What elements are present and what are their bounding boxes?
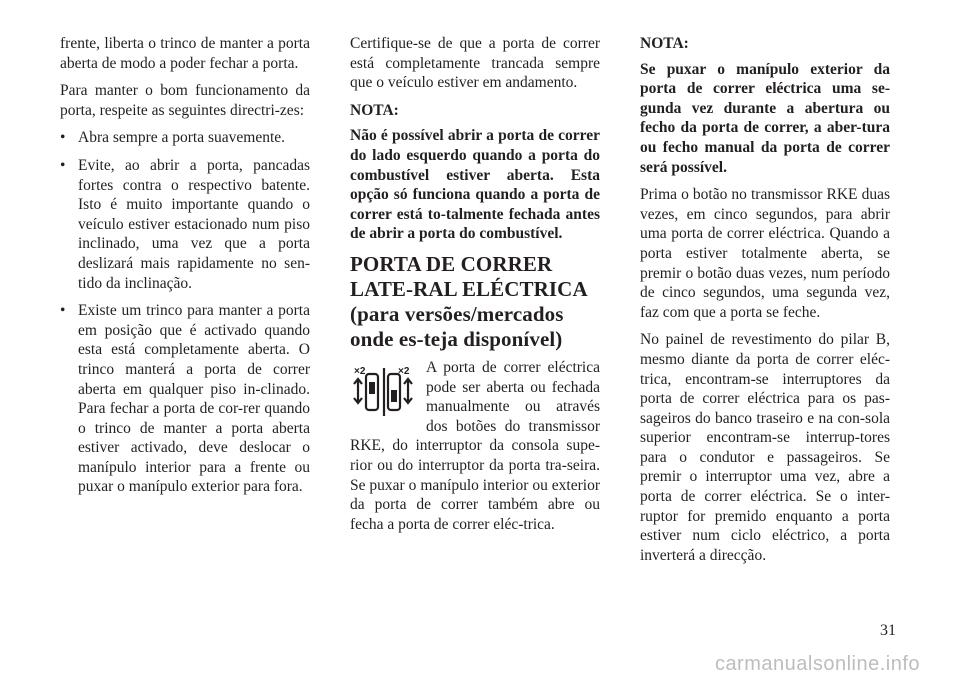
note-label: NOTA: — [640, 35, 689, 52]
list-item: • Evite, ao abrir a porta, pancadas fortes contra o respectivo batente. Isto é muito importante quando o veículo estiver estacionado num piso inclinado, uma vez que a porta deslizará mais rapidamente no sen-tido da inclinação. — [60, 156, 310, 293]
list-item: • Abra sempre a porta suavemente. — [60, 128, 310, 148]
paragraph: frente, liberta o trinco de manter a porta aberta de modo a poder fechar a porta. — [60, 35, 310, 72]
paragraph: A porta de correr eléctrica pode ser aberta ou fechada manualmente ou através dos botões do transmissor RKE, do interruptor da consola supe-rior ou do interruptor da porta tra-seira. Se puxar o manípulo interior ou exterior da porta de correr também abre ou fecha a porta de correr eléc-trica. — [350, 358, 600, 533]
power-sliding-door-icon — [350, 360, 418, 422]
bullet-list — [60, 128, 310, 497]
note-label: NOTA: — [350, 101, 399, 119]
note-text: Não é possível abrir a porta de correr do lado esquerdo quando a porta do combustível estiver aberta. Esta opção só funciona quando a porta de correr está to-talmente fechada antes de abrir a porta do combustível. — [350, 127, 600, 243]
column-right — [640, 34, 890, 573]
note-text: Se puxar o manípulo exterior da porta de correr eléctrica uma se-gunda vez durante a abertura ou fecho da porta de correr, a aber-tura ou fecho manual da porta de correr será possível. — [640, 60, 890, 176]
paragraph: Para manter o bom funcionamento da porta, respeite as seguintes directri-zes: — [60, 82, 310, 119]
page-number: 31 — [880, 622, 896, 639]
paragraph: No painel de revestimento do pilar B, mesmo diante da porta de correr eléc-trica, encontram-se interruptores da porta de correr eléctrica para os pas-sageiros do banco traseiro e na con-sola superior encontram-se interrup-tores para o condutor e passageiros. Se premir o interruptor uma vez, abre a porta de correr eléctrica. Se o inter-ruptor for premido enquanto a porta estiver num ciclo eléctrico, a porta inverterá a direcção. — [640, 331, 890, 564]
icon-label-right: ×2 — [398, 365, 410, 377]
paragraph: Prima o botão no transmissor RKE duas vezes, em cinco segundos, para abrir uma porta de correr eléctrica. Quando a porta estiver totalmente aberta, se premir o botão duas vezes, num período de cinco segundos, uma segunda vez, faz com que a porta se feche. — [640, 186, 890, 321]
column-left — [60, 34, 310, 505]
icon-label-left: ×2 — [354, 365, 366, 377]
column-middle — [350, 34, 600, 542]
list-item: • Existe um trinco para manter a porta em posição que é activado quando esta está completamente aberta. O trinco manterá a porta de correr aberta em qualquer piso in-clinado. Para fechar a porta de cor-rer quando o trinco de manter a porta aberta estiver activado, deve deslocar o manípulo interior para a frente ou puxar o manípulo exterior para fora. — [60, 301, 310, 497]
section-heading: PORTA DE CORRER LATE-RAL ELÉCTRICA (para versões/mercados onde es-teja disponível) — [350, 251, 587, 351]
paragraph: Certifique-se de que a porta de correr está completamente trancada sempre que o veículo estiver em andamento. — [350, 35, 600, 92]
watermark: carmanualsonline.info — [714, 652, 920, 675]
